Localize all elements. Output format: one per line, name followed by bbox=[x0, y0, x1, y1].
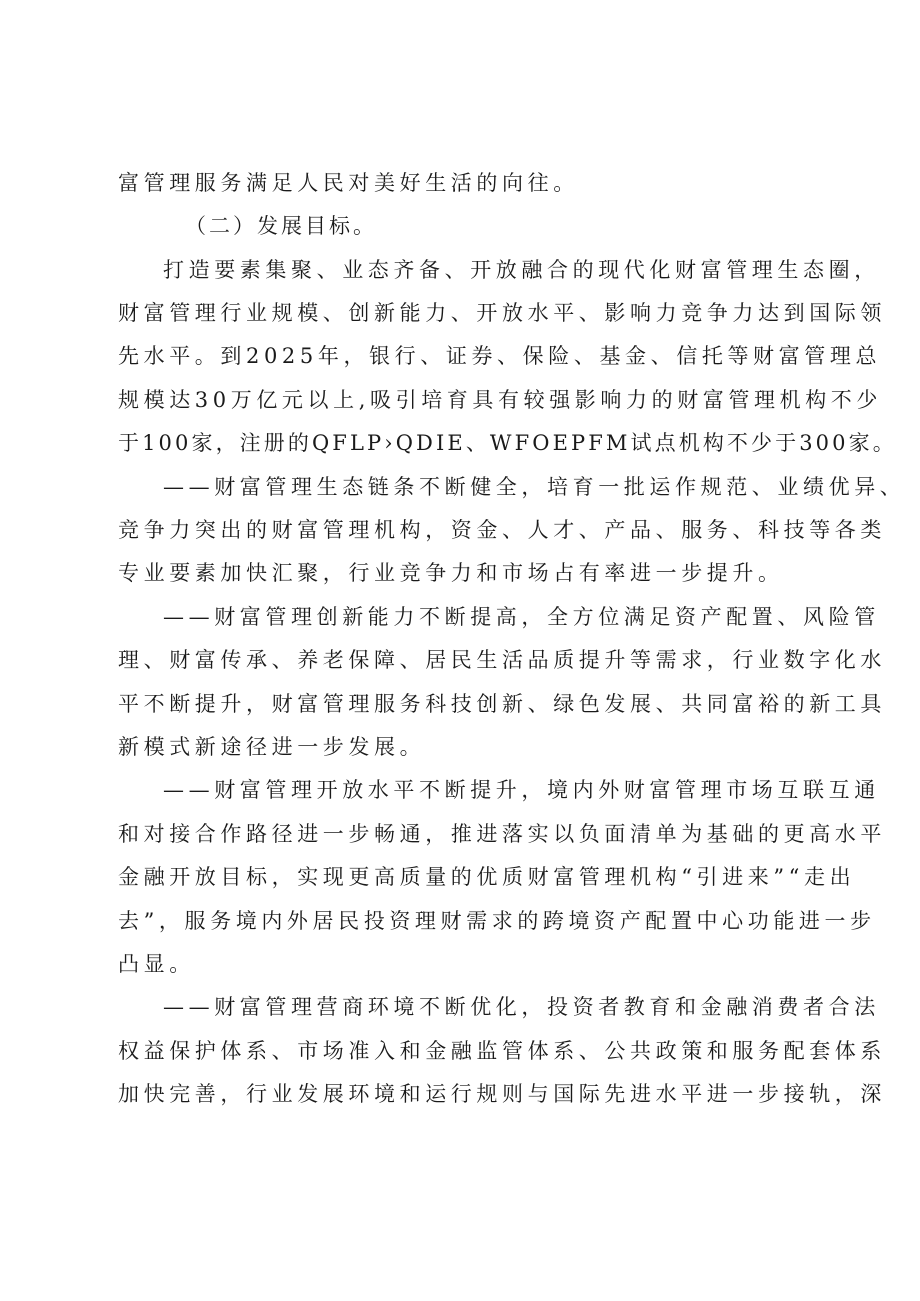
text-line: ——财富管理生态链条不断健全，培育一批运作规范、业绩优异、 bbox=[163, 475, 906, 499]
text-line: 专业要素加快汇聚，行业竞争力和市场占有率进一步提升。 bbox=[118, 561, 784, 585]
text-line: ——财富管理营商环境不断优化，投资者教育和金融消费者合法 bbox=[163, 995, 880, 1019]
text-line: ——财富管理创新能力不断提高，全方位满足资产配置、风险管 bbox=[163, 605, 880, 629]
text-line: 财富管理行业规模、创新能力、开放水平、影响力竞争力达到国际领 bbox=[118, 301, 886, 325]
text-line: ——财富管理开放水平不断提升，境内外财富管理市场互联互通 bbox=[163, 778, 880, 802]
text-line: 权益保护体系、市场准入和金融监管体系、公共政策和服务配套体系 bbox=[118, 1039, 886, 1063]
text-line: 加快完善，行业发展环境和运行规则与国际先进水平进一步接轨，深 bbox=[118, 1082, 886, 1106]
text-line: 打造要素集聚、业态齐备、开放融合的现代化财富管理生态圈， bbox=[163, 258, 880, 282]
text-line: 新模式新途径进一步发展。 bbox=[118, 735, 426, 759]
text-line: 富管理服务满足人民对美好生活的向往。 bbox=[118, 171, 579, 195]
text-line: 凸显。 bbox=[118, 952, 195, 976]
text-line: 去”，服务境内外居民投资理财需求的跨境资产配置中心功能进一步 bbox=[118, 909, 876, 933]
text-line: 于100家，注册的QFLP›QDIE、WFOEPFM试点机构不少于300家。 bbox=[118, 431, 897, 455]
text-line: 规模达30万亿元以上,吸引培育具有较强影响力的财富管理机构不少 bbox=[118, 388, 882, 412]
text-line: 竞争力突出的财富管理机构，资金、人才、产品、服务、科技等各类 bbox=[118, 518, 886, 542]
text-line: 先水平。到2025年，银行、证券、保险、基金、信托等财富管理总 bbox=[118, 344, 882, 368]
section-heading: （二）发展目标。 bbox=[185, 214, 377, 238]
text-line: 金融开放目标，实现更高质量的优质财富管理机构“引进来”“走出 bbox=[118, 865, 856, 889]
text-line: 平不断提升，财富管理服务科技创新、绿色发展、共同富裕的新工具 bbox=[118, 692, 886, 716]
text-line: 和对接合作路径进一步畅通，推进落实以负面清单为基础的更高水平 bbox=[118, 822, 886, 846]
text-line: 理、财富传承、养老保障、居民生活品质提升等需求，行业数字化水 bbox=[118, 648, 886, 672]
